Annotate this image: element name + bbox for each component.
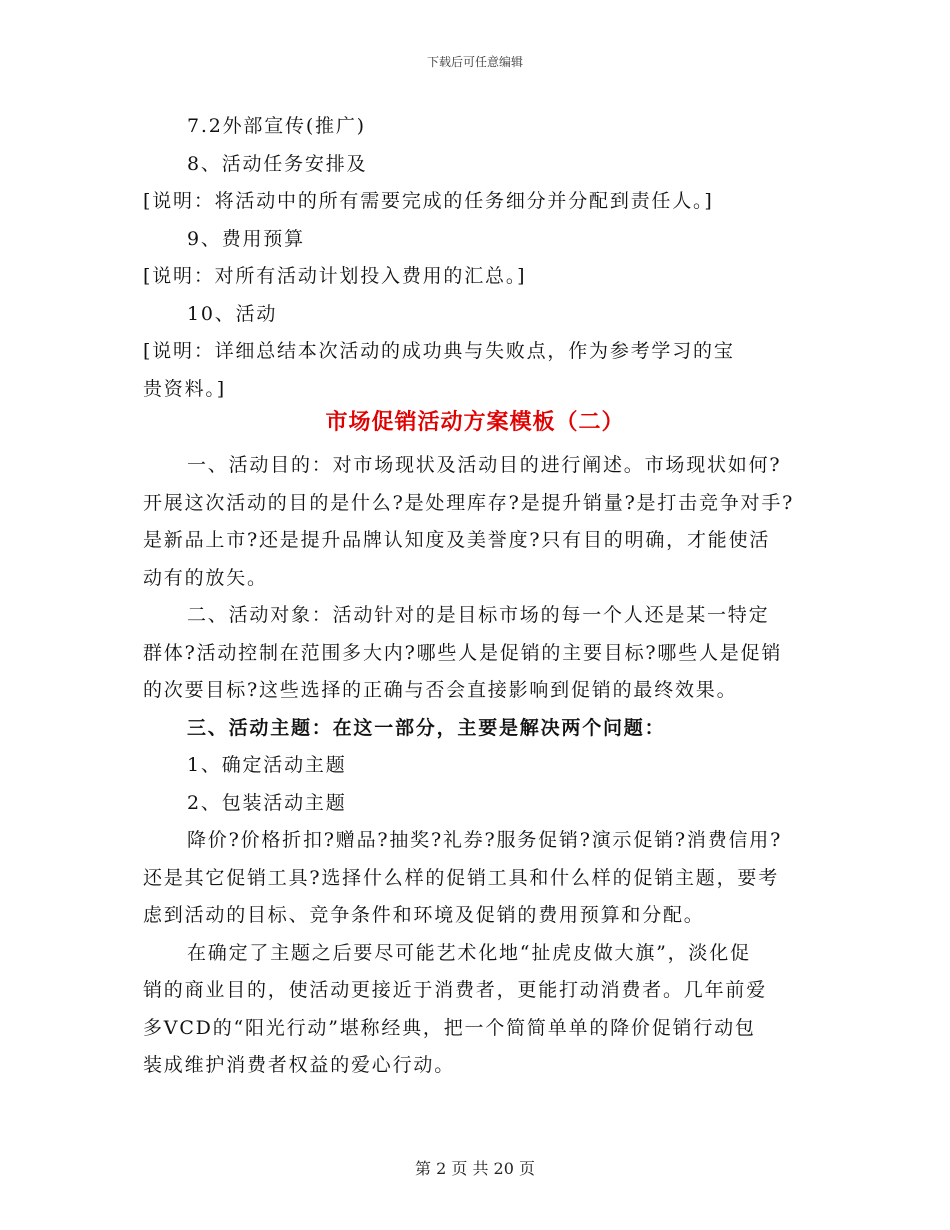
paragraph-objective-line: 开展这次活动的目的是什么?是处理库存?是提升销量?是打击竞争对手? [143, 491, 795, 514]
paragraph-packaging-line: 多VCD的“阳光行动”堪称经典，把一个简简单单的降价促销行动包 [143, 1016, 756, 1039]
paragraph-target-line: 群体?活动控制在范围多大内?哪些人是促销的主要目标?哪些人是促销 [143, 641, 783, 664]
list-item-theme-2: 2、包装活动主题 [187, 791, 347, 814]
paragraph-packaging-line: 在确定了主题之后要尽可能艺术化地“扯虎皮做大旗”，淡化促 [187, 941, 751, 964]
paragraph-target-line: 二、活动对象：活动针对的是目标市场的每一个人还是某一特定 [187, 604, 770, 626]
note-8: [说明：将活动中的所有需要完成的任务细分并分配到责任人。] [143, 190, 714, 212]
section-heading-8: 8、活动任务安排及 [187, 152, 368, 175]
note-10-line-1: [说明：详细总结本次活动的成功典与失败点，作为参考学习的宝 [143, 340, 735, 362]
main-section [143, 447, 813, 1085]
paragraph-tools-line: 还是其它促销工具?选择什么样的促销工具和什么样的促销主题，要考 [143, 866, 779, 889]
top-section [143, 108, 813, 408]
section-heading-7-2: 7.2外部宣传(推广) [187, 115, 366, 137]
note-9: [说明：对所有活动计划投入费用的汇总。] [143, 265, 527, 287]
page-header: 下载后可任意编辑 [426, 55, 523, 69]
paragraph-target-line: 的次要目标?这些选择的正确与否会直接影响到促销的最终效果。 [143, 679, 738, 701]
page-footer: 第 2 页 共 20 页 [415, 1159, 535, 1178]
paragraph-tools-line: 降价?价格折扣?赠品?抽奖?礼券?服务促销?演示促销?消费信用? [187, 829, 783, 851]
note-10-line-2: 贵资料。] [143, 377, 226, 400]
paragraph-tools-line: 虑到活动的目标、竞争条件和环境及促销的费用预算和分配。 [143, 904, 705, 926]
paragraph-theme-heading: 三、活动主题：在这一部分，主要是解决两个问题： [187, 716, 666, 739]
page-title: 市场促销活动方案模板（二） [325, 410, 625, 435]
section-heading-9: 9、费用预算 [187, 227, 305, 250]
list-item-theme-1: 1、确定活动主题 [187, 754, 347, 776]
section-heading-10: 10、活动 [187, 302, 278, 325]
paragraph-objective-line: 动有的放矢。 [143, 566, 268, 589]
paragraph-packaging-line: 销的商业目的，使活动更接近于消费者，更能打动消费者。几年前爱 [143, 979, 768, 1001]
paragraph-packaging-line: 装成维护消费者权益的爱心行动。 [143, 1054, 456, 1076]
paragraph-objective-line: 一、活动目的：对市场现状及活动目的进行阐述。市场现状如何? [187, 454, 782, 476]
paragraph-objective-line: 是新品上市?还是提升品牌认知度及美誉度?只有目的明确，才能使活 [143, 529, 771, 551]
